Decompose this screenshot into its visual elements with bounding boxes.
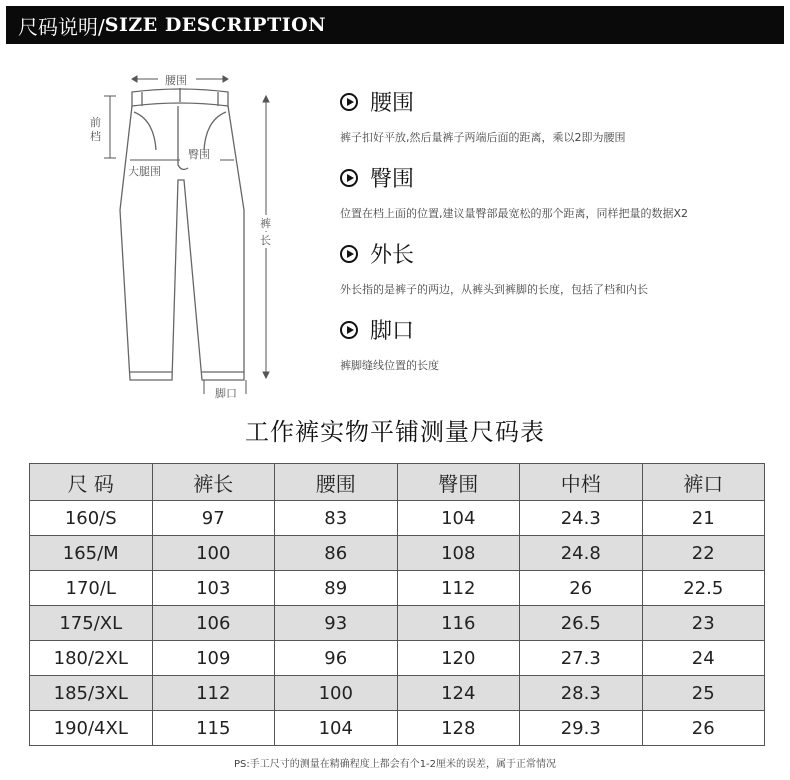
table-row — [30, 676, 765, 711]
table-cell: 175/XL — [30, 606, 153, 641]
table-cell: 112 — [152, 676, 275, 711]
label-front-rise-2: 档 — [90, 130, 101, 143]
column-header: 裤长 — [152, 464, 275, 501]
play-icon — [340, 93, 358, 111]
label-hip: 臀围 — [188, 148, 210, 161]
table-cell: 165/M — [30, 536, 153, 571]
table-cell: 160/S — [30, 501, 153, 536]
table-cell: 93 — [275, 606, 398, 641]
table-cell: 96 — [275, 641, 398, 676]
header-bar — [6, 6, 784, 44]
section-hem — [340, 314, 439, 373]
header-title-cn: 尺码说明/ — [18, 14, 105, 39]
label-thigh: 大腿围 — [128, 165, 161, 178]
table-cell: 25 — [642, 676, 765, 711]
table-cell: 115 — [152, 711, 275, 746]
table-row — [30, 641, 765, 676]
pants-illustration — [70, 60, 310, 410]
column-header: 腰围 — [275, 464, 398, 501]
section-title: 外长 — [370, 243, 415, 268]
section-title: 臀围 — [370, 167, 415, 192]
section-desc: 位置在档上面的位置,建议量臀部最宽松的那个距离，同样把量的数据X2 — [340, 207, 689, 220]
table-cell: 120 — [397, 641, 520, 676]
table-cell: 83 — [275, 501, 398, 536]
table-cell: 170/L — [30, 571, 153, 606]
play-icon — [340, 245, 358, 263]
table-cell: 103 — [152, 571, 275, 606]
table-cell: 116 — [397, 606, 520, 641]
pants-diagram — [70, 60, 310, 410]
column-header: 裤口 — [642, 464, 765, 501]
table-cell: 86 — [275, 536, 398, 571]
table-cell: 180/2XL — [30, 641, 153, 676]
table-cell: 104 — [275, 711, 398, 746]
table-cell: 22 — [642, 536, 765, 571]
section-desc: 外长指的是裤子的两边，从裤头到裤脚的长度，包括了档和内长 — [340, 283, 648, 296]
table-cell: 21 — [642, 501, 765, 536]
table-cell: 104 — [397, 501, 520, 536]
table-cell: 185/3XL — [30, 676, 153, 711]
table-row — [30, 606, 765, 641]
table-cell: 22.5 — [642, 571, 765, 606]
size-table-title: 工作裤实物平铺测量尺码表 — [245, 418, 545, 446]
table-cell: 124 — [397, 676, 520, 711]
table-cell: 26.5 — [520, 606, 643, 641]
section-desc: 裤脚缝线位置的长度 — [340, 359, 439, 372]
label-length-1: 裤 — [260, 217, 271, 230]
table-row — [30, 711, 765, 746]
size-table — [29, 463, 765, 746]
section-desc: 裤子扣好平放,然后量裤子两端后面的距离，乘以2即为腰围 — [340, 131, 626, 144]
section-hip — [340, 162, 688, 221]
footnote: PS:手工尺寸的测量在精确程度上都会有个1-2厘米的误差，属于正常情况 — [233, 759, 557, 770]
table-cell: 89 — [275, 571, 398, 606]
table-row — [30, 571, 765, 606]
table-cell: 27.3 — [520, 641, 643, 676]
table-cell: 26 — [642, 711, 765, 746]
label-length-2: 长 — [260, 234, 271, 247]
label-waist: 腰围 — [165, 74, 187, 87]
section-outseam — [340, 238, 648, 297]
table-cell: 100 — [275, 676, 398, 711]
header-title-en: SIZE DESCRIPTION — [104, 14, 327, 36]
table-row — [30, 536, 765, 571]
table-cell: 100 — [152, 536, 275, 571]
section-waist — [340, 86, 626, 145]
column-header: 中档 — [520, 464, 643, 501]
table-cell: 128 — [397, 711, 520, 746]
table-cell: 106 — [152, 606, 275, 641]
column-header: 臀围 — [397, 464, 520, 501]
table-cell: 97 — [152, 501, 275, 536]
table-cell: 108 — [397, 536, 520, 571]
table-cell: 190/4XL — [30, 711, 153, 746]
play-icon — [340, 169, 358, 187]
table-cell: 26 — [520, 571, 643, 606]
label-front-rise-1: 前 — [90, 116, 101, 129]
table-cell: 109 — [152, 641, 275, 676]
table-cell: 23 — [642, 606, 765, 641]
table-header-row — [30, 464, 765, 501]
section-title: 脚口 — [370, 319, 415, 344]
section-title: 腰围 — [370, 91, 415, 116]
table-cell: 29.3 — [520, 711, 643, 746]
table-row — [30, 501, 765, 536]
label-hem: 脚口 — [215, 387, 237, 400]
table-cell: 112 — [397, 571, 520, 606]
table-cell: 24.8 — [520, 536, 643, 571]
table-cell: 24 — [642, 641, 765, 676]
table-cell: 24.3 — [520, 501, 643, 536]
table-cell: 28.3 — [520, 676, 643, 711]
play-icon — [340, 321, 358, 339]
column-header: 尺 码 — [30, 464, 153, 501]
